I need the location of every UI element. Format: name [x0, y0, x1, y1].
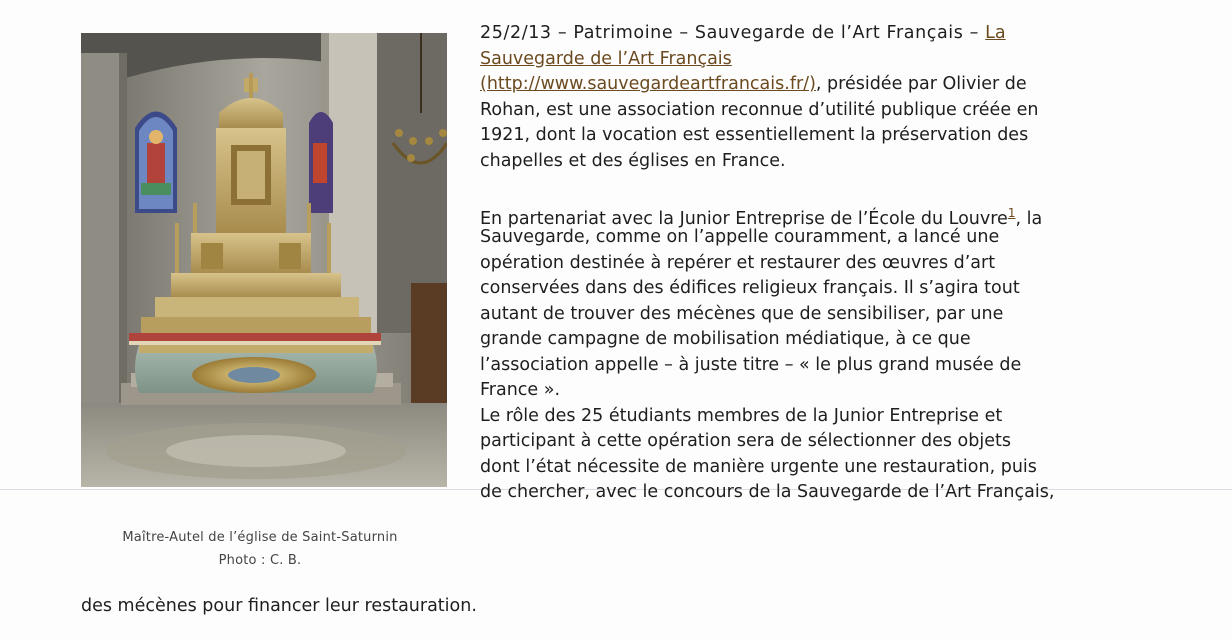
article-line: de chercher, avec le concours de la Sauvegarde de l’Art Français, — [480, 482, 1055, 502]
article-line — [480, 72, 1220, 98]
article-meta: 25/2/13 – Patrimoine – Sauvegarde de l’Art Français – — [480, 23, 986, 43]
caption-title: Maître-Autel de l’église de Saint-Saturnin — [122, 530, 398, 545]
article-line: France ». — [480, 380, 561, 400]
article-text: En partenariat avec la Junior Entreprise de l’École du Louvre — [480, 208, 1008, 229]
caption-credit: Photo : C. B. — [218, 553, 302, 568]
article-line: Sauvegarde, comme on l’appelle couramment, a lancé une — [480, 227, 1000, 247]
sauvegarde-link-part1[interactable]: La — [985, 23, 1006, 43]
article-last-line: des mécènes pour financer leur restauration. — [81, 596, 477, 616]
article-line — [480, 21, 1220, 47]
article-line: chapelles et des églises en France. — [480, 150, 786, 171]
article-line: Rohan, est une association reconnue d’utilité publique créée en — [480, 99, 1039, 120]
sauvegarde-url-link[interactable]: (http://www.sauvegardeartfrancais.fr/) — [480, 74, 816, 94]
article-body — [480, 21, 1220, 506]
photo-caption — [60, 526, 460, 572]
article-line: grande campagne de mobilisation médiatique, à ce que — [480, 329, 971, 349]
altar-photo — [81, 33, 447, 487]
article-line: l’association appelle – à juste titre – « le plus grand musée de — [480, 354, 1022, 375]
article-text: , présidée par Olivier de — [815, 74, 1027, 94]
article-line — [480, 200, 1220, 229]
article-line: 1921, dont la vocation est essentiellement la préservation des — [480, 125, 1029, 145]
paragraph-gap — [480, 174, 1220, 200]
article-line: Le rôle des 25 étudiants membres de la Junior Entreprise et — [480, 405, 1003, 426]
footnote-link[interactable]: 1 — [1007, 205, 1016, 220]
article-line: autant de trouver des mécènes que de sensibiliser, par une — [480, 303, 1004, 324]
article-line: conservées dans des édifices religieux français. Il s’agira tout — [480, 278, 1020, 298]
sauvegarde-link-part2[interactable]: Sauvegarde de l’Art Français — [480, 48, 732, 69]
article-text: , la — [1015, 208, 1043, 229]
article-line: opération destinée à repérer et restaurer des œuvres d’art — [480, 252, 996, 273]
article-line: participant à cette opération sera de sélectionner des objets — [480, 431, 1011, 451]
article-line: dont l’état nécessite de manière urgente une restauration, puis — [480, 456, 1037, 477]
article-line — [480, 47, 1220, 73]
